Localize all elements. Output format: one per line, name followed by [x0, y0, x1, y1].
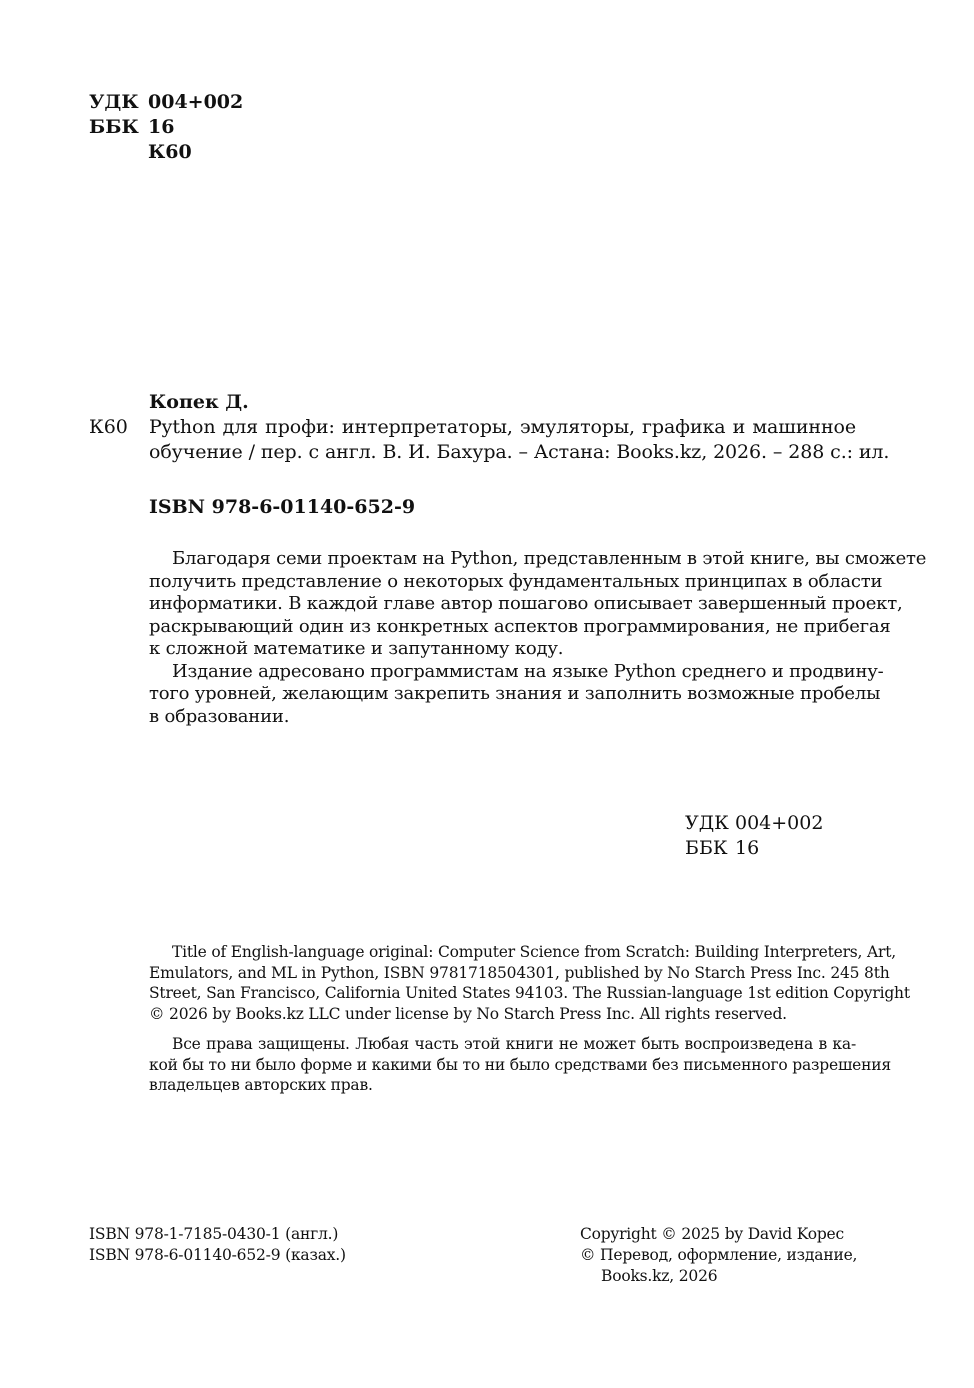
bbk-row [685, 836, 823, 861]
copyright-original: Copyright © 2025 by David Kopec [580, 1225, 845, 1243]
isbn-kazakh: ISBN 978-6-01140-652-9 (казах.) [89, 1246, 346, 1264]
bbk-value: 16 [735, 837, 760, 859]
bib-line: обучение / пер. с англ. В. И. Бахура. – Астана: Books.kz, 2026. – 288 с.: ил. [149, 441, 890, 463]
classification-bottom [685, 811, 823, 861]
bib-line: Python для профи: интерпретаторы, эмуляторы, графика и машинное [149, 416, 856, 438]
abstract-line: информатики. В каждой главе автор пошагово описывает завершенный проект, [149, 593, 903, 614]
card-author: Копек Д. [149, 391, 249, 413]
original-edition-notice [149, 942, 910, 1024]
rights-line: владельцев авторских прав. [149, 1076, 373, 1094]
isbn-list [89, 1224, 346, 1266]
bbk-label: ББК [89, 116, 139, 138]
abstract-line: Благодаря семи проектам на Python, представленным в этой книге, вы сможете [172, 548, 927, 569]
author-mark-row [89, 140, 243, 165]
rights-notice [149, 1034, 891, 1096]
abstract-line: в образовании. [149, 705, 290, 727]
abstract-line: раскрывающий один из конкретных аспектов программирования, не прибегая [149, 615, 891, 637]
abstract-line: того уровней, желающим закрепить знания и заполнить возможные пробелы [149, 683, 881, 704]
bbk-row [89, 115, 243, 140]
author-mark: К60 [148, 141, 192, 163]
udk-value: 004+002 [735, 812, 824, 834]
notice-line: Title of English-language original: Computer Science from Scratch: Building Interpreters, Art, [172, 943, 896, 961]
bibliographic-description [149, 415, 890, 465]
abstract-line: к сложной математике и запутанному коду. [149, 638, 564, 659]
udk-row [685, 811, 823, 836]
abstract [149, 548, 927, 728]
copyright-block [580, 1224, 857, 1287]
rights-line: Все права защищены. Любая часть этой книги не может быть воспроизведена в ка- [172, 1035, 856, 1053]
bbk-value: 16 [148, 116, 175, 138]
notice-line: Street, San Francisco, California United States 94103. The Russian-language 1st edition Copyright [149, 984, 910, 1002]
abstract-line: Издание адресовано программистам на языке Python среднего и продвину- [172, 660, 884, 682]
udk-label: УДК [685, 812, 729, 834]
udk-value: 004+002 [148, 91, 244, 113]
abstract-line: получить представление о некоторых фундаментальных принципах в области [149, 570, 883, 592]
notice-line: Emulators, and ML in Python, ISBN 9781718504301, published by No Starch Press Inc. 245 8th [149, 963, 890, 982]
rights-line: кой бы то ни было форме и какими бы то ни было средствами без письменного разрешения [149, 1055, 891, 1074]
classification-top [89, 90, 243, 165]
copyright-translation: © Перевод, оформление, издание, [580, 1246, 858, 1264]
bbk-label: ББК [685, 837, 728, 859]
copyright-publisher: Books.kz, 2026 [601, 1267, 718, 1285]
card-code: К60 [89, 416, 128, 438]
udk-row [89, 90, 243, 115]
isbn-english: ISBN 978-1-7185-0430-1 (англ.) [89, 1225, 339, 1243]
udk-label: УДК [89, 91, 139, 113]
card-isbn: ISBN 978-6-01140-652-9 [149, 496, 416, 518]
notice-line: © 2026 by Books.kz LLC under license by No Starch Press Inc. All rights reserved. [149, 1004, 787, 1023]
